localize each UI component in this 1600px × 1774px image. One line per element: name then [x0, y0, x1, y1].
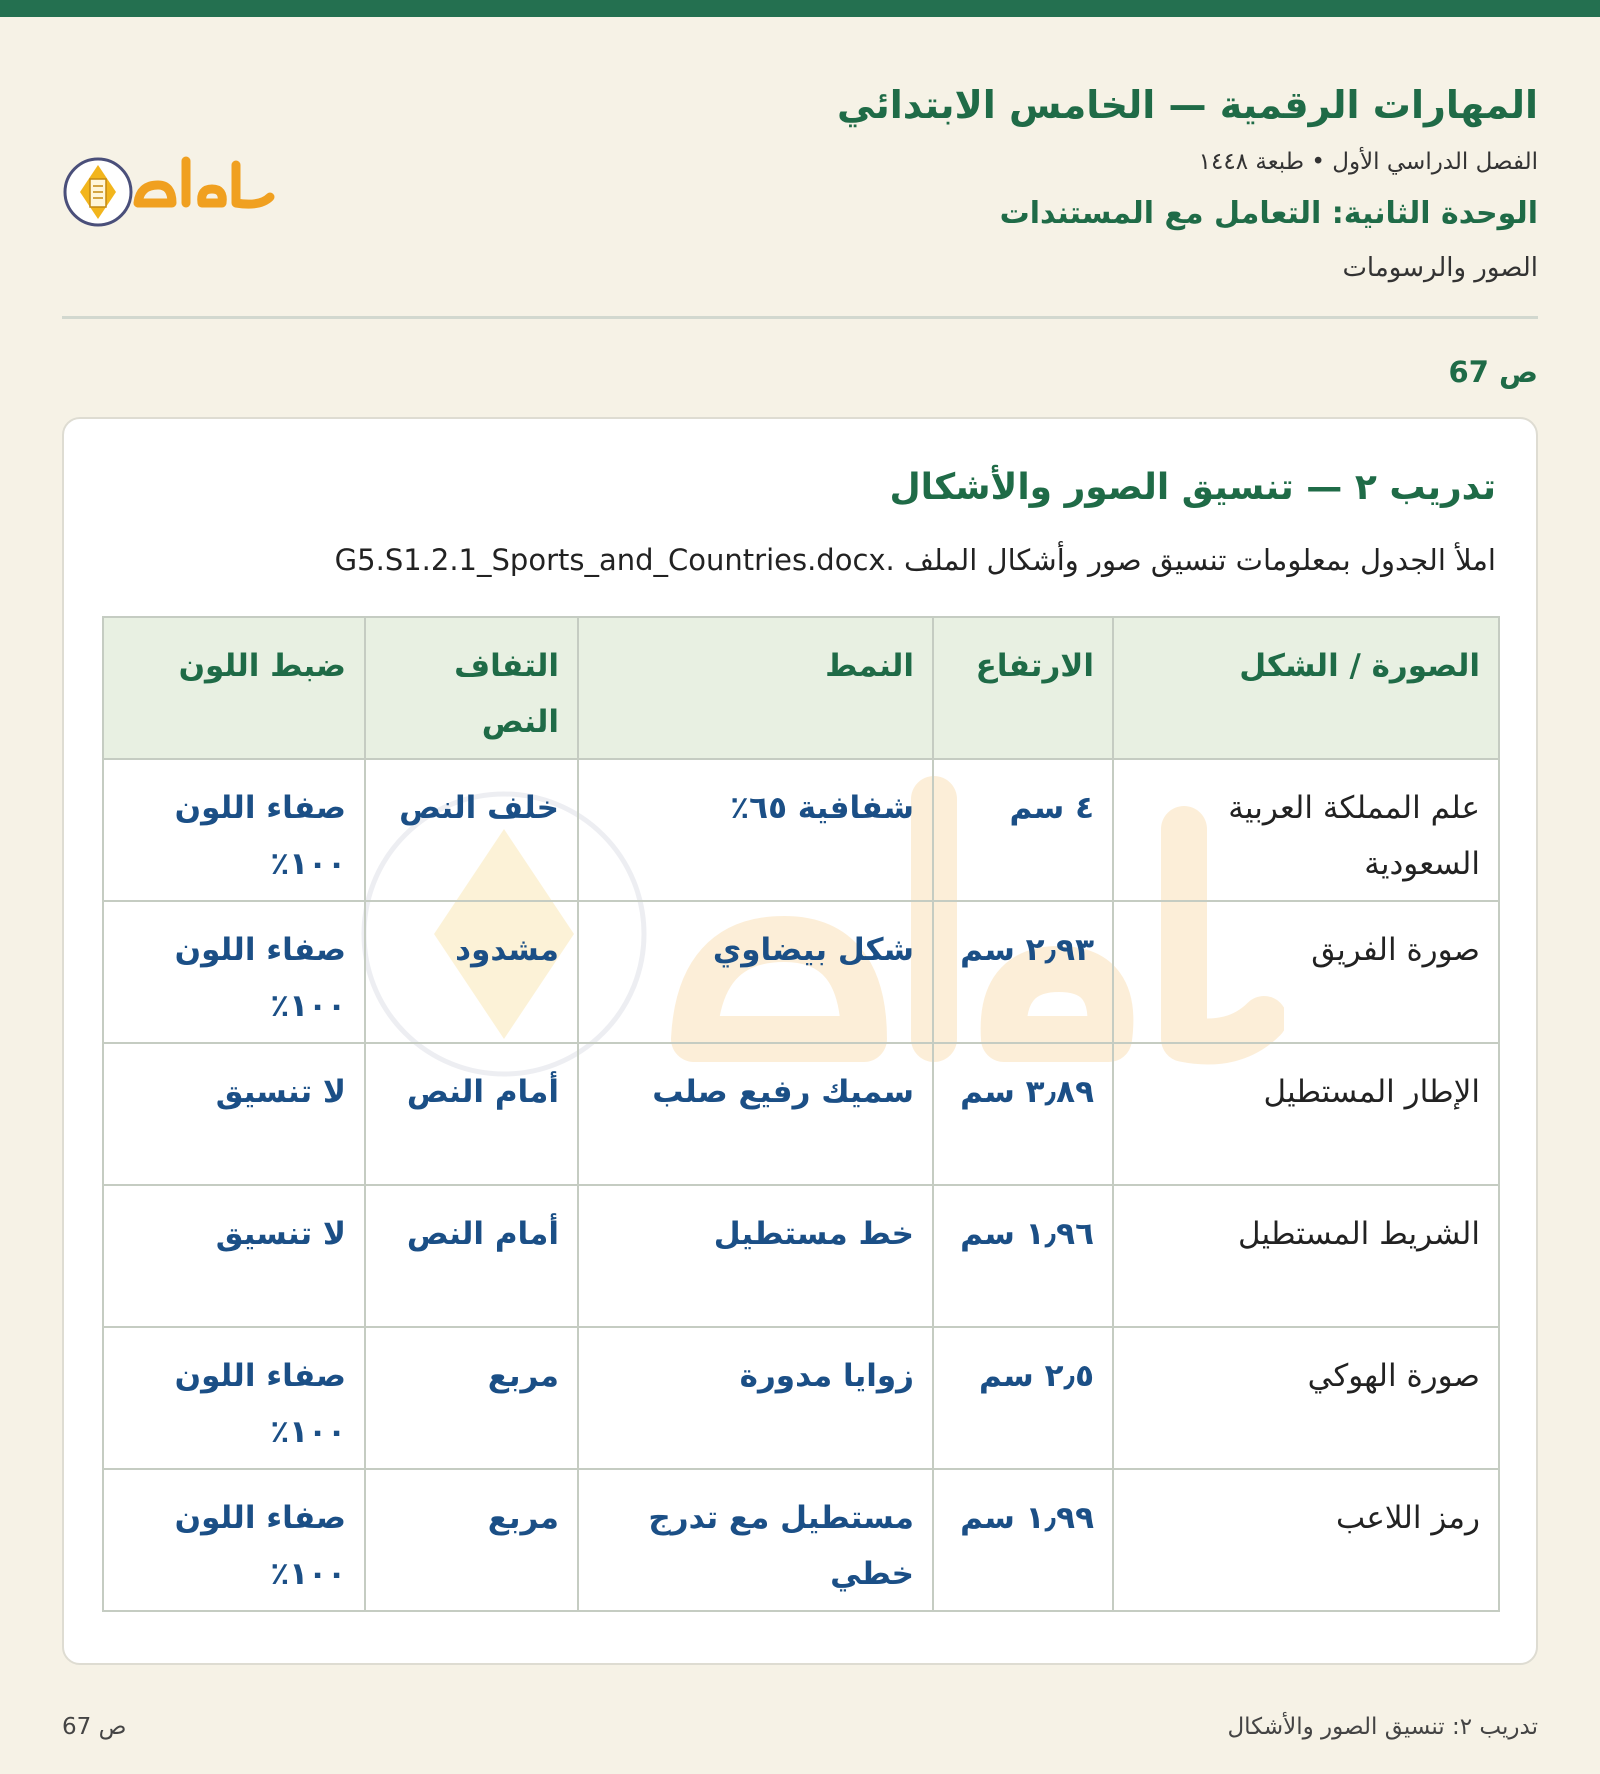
cell-wrap: مربع: [365, 1327, 578, 1469]
col-header-shape: الصورة / الشكل: [1113, 617, 1499, 759]
table-header-row: [103, 617, 1499, 759]
cell-color: صفاء اللون ١٠٠٪: [103, 1327, 365, 1469]
cell-shape: صورة الهوكي: [1113, 1327, 1499, 1469]
cell-shape: علم المملكة العربية السعودية: [1113, 759, 1499, 901]
col-header-height: الارتفاع: [933, 617, 1113, 759]
unit-title: الوحدة الثانية: التعامل مع المستندات: [999, 196, 1538, 231]
instruction-filename: G5.S1.2.1_Sports_and_Countries.docx.: [334, 543, 895, 577]
footer-exercise-name: تدريب ٢: تنسيق الصور والأشكال: [1227, 1714, 1538, 1740]
col-header-color: ضبط اللون: [103, 617, 365, 759]
cell-style: زوايا مدورة: [578, 1327, 933, 1469]
cell-color: صفاء اللون ١٠٠٪: [103, 759, 365, 901]
cell-wrap: مربع: [365, 1469, 578, 1611]
cell-height: ٢٫٥ سم: [933, 1327, 1113, 1469]
cell-color: صفاء اللون ١٠٠٪: [103, 1469, 365, 1611]
exercise-card: [62, 417, 1538, 1665]
cell-wrap: مشدود: [365, 901, 578, 1043]
semester-edition: الفصل الدراسي الأول • طبعة ١٤٤٨: [1198, 149, 1538, 175]
exercise-instruction: [335, 543, 1496, 577]
exercise-title: تدريب ٢ — تنسيق الصور والأشكال: [889, 467, 1496, 508]
cell-color: لا تنسيق: [103, 1185, 365, 1327]
cell-color: لا تنسيق: [103, 1043, 365, 1185]
header-divider: [62, 316, 1538, 319]
cell-wrap: خلف النص: [365, 759, 578, 901]
cell-height: ٣٫٨٩ سم: [933, 1043, 1113, 1185]
cell-style: سميك رفيع صلب: [578, 1043, 933, 1185]
table-row: [103, 1469, 1499, 1611]
table-row: [103, 759, 1499, 901]
hulul-logo: [60, 145, 280, 235]
cell-shape: الشريط المستطيل: [1113, 1185, 1499, 1327]
table-row: [103, 1185, 1499, 1327]
cell-style: خط مستطيل: [578, 1185, 933, 1327]
cell-style: شفافية ٦٥٪: [578, 759, 933, 901]
book-title: المهارات الرقمية — الخامس الابتدائي: [837, 83, 1538, 127]
cell-wrap: أمام النص: [365, 1043, 578, 1185]
cell-height: ٢٫٩٣ سم: [933, 901, 1113, 1043]
cell-shape: رمز اللاعب: [1113, 1469, 1499, 1611]
cell-style: مستطيل مع تدرج خطي: [578, 1469, 933, 1611]
cell-height: ٤ سم: [933, 759, 1113, 901]
cell-shape: صورة الفريق: [1113, 901, 1499, 1043]
col-header-wrap: التفاف النص: [365, 617, 578, 759]
table-row: [103, 901, 1499, 1043]
table-row: [103, 1327, 1499, 1469]
cell-color: صفاء اللون ١٠٠٪: [103, 901, 365, 1043]
logo-emblem-icon: [65, 159, 131, 225]
instruction-text: املأ الجدول بمعلومات تنسيق صور وأشكال الملف: [904, 543, 1496, 577]
footer-page-number: ص 67: [62, 1714, 127, 1740]
cell-height: ١٫٩٦ سم: [933, 1185, 1113, 1327]
formatting-table: [102, 616, 1500, 1612]
page-reference: ص 67: [1448, 355, 1538, 389]
cell-wrap: أمام النص: [365, 1185, 578, 1327]
page-header: [638, 79, 1538, 287]
cell-style: شكل بيضاوي: [578, 901, 933, 1043]
cell-shape: الإطار المستطيل: [1113, 1043, 1499, 1185]
cell-height: ١٫٩٩ سم: [933, 1469, 1113, 1611]
lesson-title: الصور والرسومات: [1342, 253, 1538, 283]
col-header-style: النمط: [578, 617, 933, 759]
page: [0, 17, 1600, 1774]
top-accent-bar: [0, 0, 1600, 17]
table-row: [103, 1043, 1499, 1185]
